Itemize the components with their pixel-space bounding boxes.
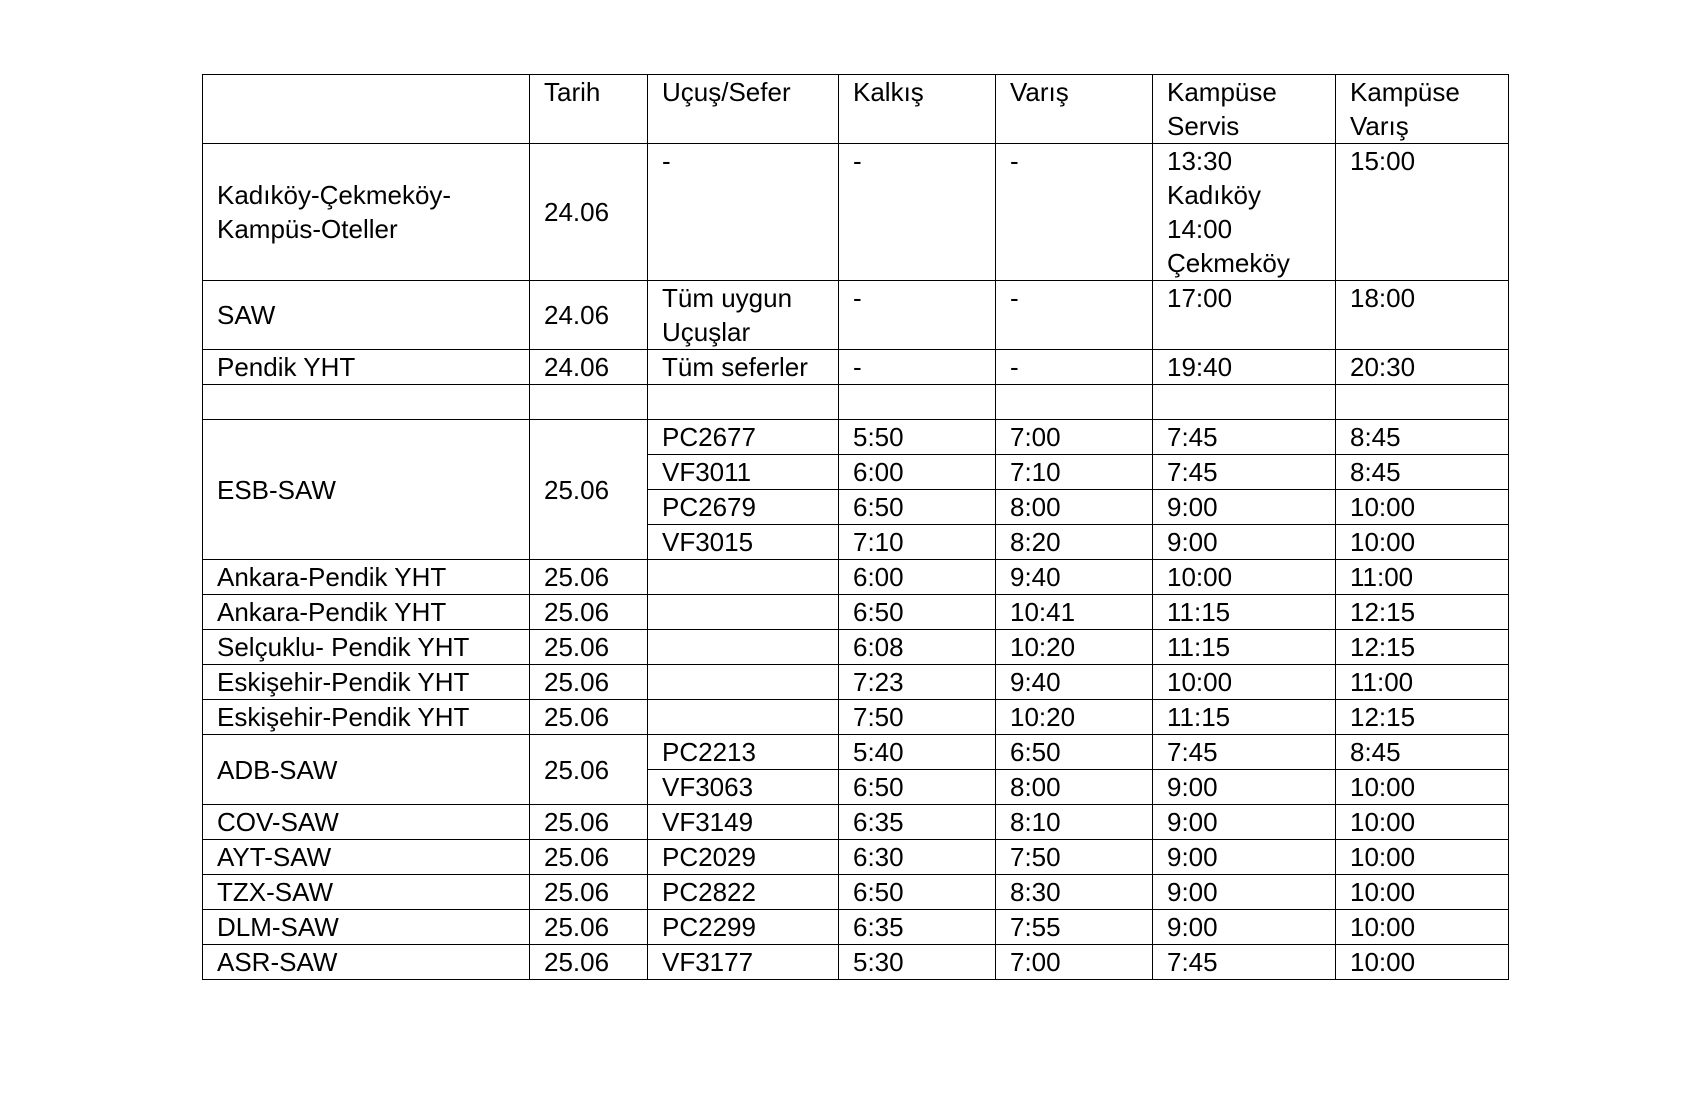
campus-arrival-cell: 10:00 bbox=[1336, 910, 1509, 945]
shuttle-cell: 9:00 bbox=[1153, 490, 1336, 525]
campus-arrival-cell: 18:00 bbox=[1336, 281, 1509, 350]
date-cell: 25.06 bbox=[530, 595, 648, 630]
campus-arrival-cell: 12:15 bbox=[1336, 700, 1509, 735]
date-cell: 25.06 bbox=[530, 910, 648, 945]
date-cell: 24.06 bbox=[530, 144, 648, 281]
campus-arrival-cell: 11:00 bbox=[1336, 560, 1509, 595]
route-line1: Kadıköy-Çekmeköy- bbox=[217, 180, 452, 210]
route-line2: Kampüs-Oteller bbox=[217, 214, 398, 244]
table-row bbox=[203, 700, 1509, 735]
departure-cell: 6:50 bbox=[839, 490, 996, 525]
departure-cell: 6:00 bbox=[839, 455, 996, 490]
arrival-cell: 8:30 bbox=[996, 875, 1153, 910]
flight-cell: Tüm seferler bbox=[648, 350, 839, 385]
shuttle-line3: 14:00 bbox=[1167, 214, 1233, 244]
arrival-cell: 9:40 bbox=[996, 560, 1153, 595]
route-cell: AYT-SAW bbox=[203, 840, 530, 875]
campus-arrival-cell: 12:15 bbox=[1336, 630, 1509, 665]
route-cell: DLM-SAW bbox=[203, 910, 530, 945]
header-flight: Uçuş/Sefer bbox=[648, 75, 839, 144]
departure-cell: 6:08 bbox=[839, 630, 996, 665]
transport-schedule-table bbox=[202, 74, 1509, 980]
arrival-cell: - bbox=[996, 350, 1153, 385]
shuttle-cell: 10:00 bbox=[1153, 560, 1336, 595]
date-cell: 25.06 bbox=[530, 700, 648, 735]
campus-arrival-cell: 20:30 bbox=[1336, 350, 1509, 385]
departure-cell: - bbox=[839, 350, 996, 385]
arrival-cell: 10:20 bbox=[996, 700, 1153, 735]
arrival-cell: 8:00 bbox=[996, 490, 1153, 525]
shuttle-cell: 7:45 bbox=[1153, 455, 1336, 490]
campus-arrival-cell: 15:00 bbox=[1336, 144, 1509, 281]
departure-cell: 6:50 bbox=[839, 770, 996, 805]
departure-cell: 6:30 bbox=[839, 840, 996, 875]
date-cell: 25.06 bbox=[530, 805, 648, 840]
shuttle-cell: 7:45 bbox=[1153, 945, 1336, 980]
flight-cell: VF3063 bbox=[648, 770, 839, 805]
departure-cell: 7:23 bbox=[839, 665, 996, 700]
flight-cell: VF3011 bbox=[648, 455, 839, 490]
table-header-row bbox=[203, 75, 1509, 144]
arrival-cell: 7:55 bbox=[996, 910, 1153, 945]
departure-cell: 6:00 bbox=[839, 560, 996, 595]
flight-cell bbox=[648, 281, 839, 350]
route-cell: Ankara-Pendik YHT bbox=[203, 595, 530, 630]
arrival-cell: 8:00 bbox=[996, 770, 1153, 805]
shuttle-cell: 9:00 bbox=[1153, 910, 1336, 945]
campus-arrival-cell: 8:45 bbox=[1336, 455, 1509, 490]
flight-cell bbox=[648, 700, 839, 735]
campus-arrival-cell: 10:00 bbox=[1336, 840, 1509, 875]
date-cell: 25.06 bbox=[530, 945, 648, 980]
campus-arrival-cell: 8:45 bbox=[1336, 735, 1509, 770]
empty-cell bbox=[1336, 385, 1509, 420]
flight-cell bbox=[648, 665, 839, 700]
shuttle-line2: Kadıköy bbox=[1167, 180, 1261, 210]
table-row bbox=[203, 420, 1509, 455]
departure-cell: 6:35 bbox=[839, 910, 996, 945]
table-row bbox=[203, 875, 1509, 910]
table-row bbox=[203, 630, 1509, 665]
shuttle-cell bbox=[1153, 144, 1336, 281]
header-campus-arrival-line2: Varış bbox=[1350, 111, 1409, 141]
date-cell: 25.06 bbox=[530, 875, 648, 910]
table-row bbox=[203, 560, 1509, 595]
arrival-cell: - bbox=[996, 281, 1153, 350]
empty-cell bbox=[203, 385, 530, 420]
header-campus-arrival-line1: Kampüse bbox=[1350, 77, 1460, 107]
arrival-cell: 7:50 bbox=[996, 840, 1153, 875]
departure-cell: 7:50 bbox=[839, 700, 996, 735]
route-cell: Selçuklu- Pendik YHT bbox=[203, 630, 530, 665]
flight-cell: PC2822 bbox=[648, 875, 839, 910]
departure-cell: 5:30 bbox=[839, 945, 996, 980]
flight-cell: - bbox=[648, 144, 839, 281]
date-cell: 25.06 bbox=[530, 420, 648, 560]
arrival-cell: - bbox=[996, 144, 1153, 281]
route-cell: ESB-SAW bbox=[203, 420, 530, 560]
shuttle-cell: 9:00 bbox=[1153, 525, 1336, 560]
flight-cell: PC2029 bbox=[648, 840, 839, 875]
table-row bbox=[203, 281, 1509, 350]
flight-cell: PC2677 bbox=[648, 420, 839, 455]
date-cell: 25.06 bbox=[530, 840, 648, 875]
flight-cell bbox=[648, 560, 839, 595]
campus-arrival-cell: 8:45 bbox=[1336, 420, 1509, 455]
arrival-cell: 8:20 bbox=[996, 525, 1153, 560]
arrival-cell: 7:00 bbox=[996, 945, 1153, 980]
route-cell bbox=[203, 144, 530, 281]
shuttle-cell: 11:15 bbox=[1153, 595, 1336, 630]
route-cell: TZX-SAW bbox=[203, 875, 530, 910]
header-date: Tarih bbox=[530, 75, 648, 144]
departure-cell: 6:35 bbox=[839, 805, 996, 840]
departure-cell: - bbox=[839, 144, 996, 281]
route-cell: ASR-SAW bbox=[203, 945, 530, 980]
shuttle-cell: 9:00 bbox=[1153, 840, 1336, 875]
departure-cell: 6:50 bbox=[839, 875, 996, 910]
shuttle-cell: 9:00 bbox=[1153, 770, 1336, 805]
shuttle-cell: 19:40 bbox=[1153, 350, 1336, 385]
campus-arrival-cell: 10:00 bbox=[1336, 945, 1509, 980]
arrival-cell: 9:40 bbox=[996, 665, 1153, 700]
shuttle-cell: 11:15 bbox=[1153, 700, 1336, 735]
flight-cell bbox=[648, 595, 839, 630]
arrival-cell: 8:10 bbox=[996, 805, 1153, 840]
shuttle-cell: 7:45 bbox=[1153, 735, 1336, 770]
empty-cell bbox=[648, 385, 839, 420]
shuttle-line1: 13:30 bbox=[1167, 146, 1233, 176]
route-cell: ADB-SAW bbox=[203, 735, 530, 805]
campus-arrival-cell: 10:00 bbox=[1336, 770, 1509, 805]
shuttle-cell: 9:00 bbox=[1153, 805, 1336, 840]
campus-arrival-cell: 10:00 bbox=[1336, 490, 1509, 525]
date-cell: 24.06 bbox=[530, 350, 648, 385]
header-arrival: Varış bbox=[996, 75, 1153, 144]
header-route bbox=[203, 75, 530, 144]
shuttle-line4: Çekmeköy bbox=[1167, 248, 1290, 278]
departure-cell: 5:40 bbox=[839, 735, 996, 770]
route-cell: SAW bbox=[203, 281, 530, 350]
date-cell: 24.06 bbox=[530, 281, 648, 350]
shuttle-cell: 9:00 bbox=[1153, 875, 1336, 910]
flight-cell: PC2213 bbox=[648, 735, 839, 770]
empty-cell bbox=[1153, 385, 1336, 420]
flight-cell: VF3015 bbox=[648, 525, 839, 560]
flight-line1: Tüm uygun bbox=[662, 283, 793, 313]
flight-cell: VF3177 bbox=[648, 945, 839, 980]
campus-arrival-cell: 12:15 bbox=[1336, 595, 1509, 630]
date-cell: 25.06 bbox=[530, 560, 648, 595]
table-row bbox=[203, 910, 1509, 945]
route-cell: COV-SAW bbox=[203, 805, 530, 840]
campus-arrival-cell: 10:00 bbox=[1336, 525, 1509, 560]
header-campus-arrival bbox=[1336, 75, 1509, 144]
flight-cell bbox=[648, 630, 839, 665]
arrival-cell: 10:20 bbox=[996, 630, 1153, 665]
flight-cell: VF3149 bbox=[648, 805, 839, 840]
flight-cell: PC2679 bbox=[648, 490, 839, 525]
departure-cell: 5:50 bbox=[839, 420, 996, 455]
route-cell: Ankara-Pendik YHT bbox=[203, 560, 530, 595]
date-cell: 25.06 bbox=[530, 735, 648, 805]
table-row bbox=[203, 805, 1509, 840]
arrival-cell: 6:50 bbox=[996, 735, 1153, 770]
campus-arrival-cell: 10:00 bbox=[1336, 875, 1509, 910]
table-row bbox=[203, 840, 1509, 875]
header-shuttle bbox=[1153, 75, 1336, 144]
header-shuttle-line1: Kampüse bbox=[1167, 77, 1277, 107]
empty-cell bbox=[839, 385, 996, 420]
shuttle-cell: 11:15 bbox=[1153, 630, 1336, 665]
shuttle-cell: 17:00 bbox=[1153, 281, 1336, 350]
route-cell: Eskişehir-Pendik YHT bbox=[203, 700, 530, 735]
table-row bbox=[203, 945, 1509, 980]
departure-cell: 6:50 bbox=[839, 595, 996, 630]
table-row bbox=[203, 735, 1509, 770]
flight-cell: PC2299 bbox=[648, 910, 839, 945]
departure-cell: - bbox=[839, 281, 996, 350]
empty-cell bbox=[530, 385, 648, 420]
header-shuttle-line2: Servis bbox=[1167, 111, 1240, 141]
empty-separator-row bbox=[203, 385, 1509, 420]
campus-arrival-cell: 10:00 bbox=[1336, 805, 1509, 840]
campus-arrival-cell: 11:00 bbox=[1336, 665, 1509, 700]
table-row bbox=[203, 665, 1509, 700]
departure-cell: 7:10 bbox=[839, 525, 996, 560]
table-row bbox=[203, 144, 1509, 281]
header-departure: Kalkış bbox=[839, 75, 996, 144]
arrival-cell: 7:10 bbox=[996, 455, 1153, 490]
arrival-cell: 7:00 bbox=[996, 420, 1153, 455]
table-row bbox=[203, 350, 1509, 385]
empty-cell bbox=[996, 385, 1153, 420]
route-cell: Eskişehir-Pendik YHT bbox=[203, 665, 530, 700]
shuttle-cell: 7:45 bbox=[1153, 420, 1336, 455]
route-cell: Pendik YHT bbox=[203, 350, 530, 385]
shuttle-cell: 10:00 bbox=[1153, 665, 1336, 700]
date-cell: 25.06 bbox=[530, 665, 648, 700]
date-cell: 25.06 bbox=[530, 630, 648, 665]
flight-line2: Uçuşlar bbox=[662, 317, 751, 347]
arrival-cell: 10:41 bbox=[996, 595, 1153, 630]
table-row bbox=[203, 595, 1509, 630]
